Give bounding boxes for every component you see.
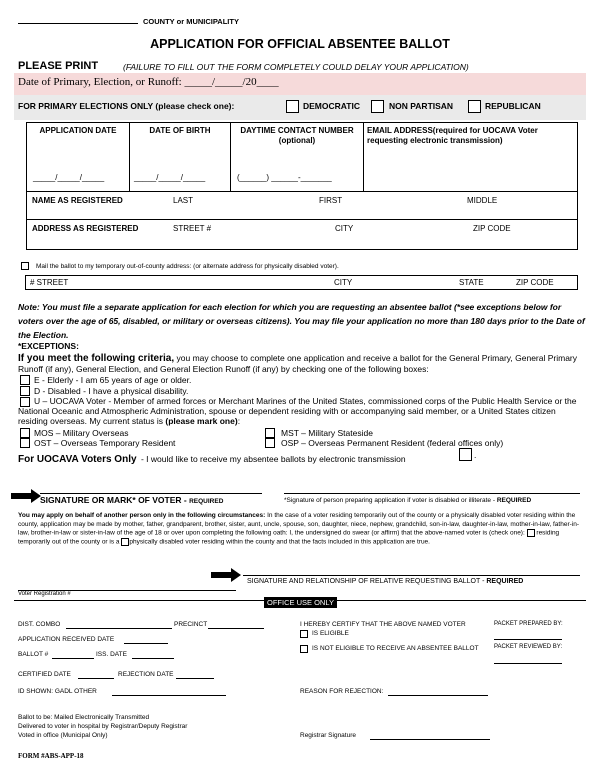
illiterate-required: REQUIRED: [496, 497, 532, 504]
temp-state-field[interactable]: STATE: [459, 278, 484, 287]
election-date-band: [14, 73, 586, 95]
last-name-field[interactable]: LAST: [173, 196, 194, 205]
illiterate-note: [284, 497, 531, 504]
zip-field[interactable]: ZIP CODE: [473, 224, 511, 233]
temp-address-label: Mail the ballot to my temporary out-of-county address: (or alternate address for physically disabled voter).: [36, 263, 339, 270]
dob-header: DATE OF BIRTH: [149, 126, 211, 135]
voter-signature-line[interactable]: [40, 480, 262, 494]
email-header: EMAIL ADDRESS(required for UOCAVA Voter requesting electronic transmission): [367, 126, 538, 145]
osp-checkbox[interactable]: [265, 438, 275, 448]
eligible-checkbox[interactable]: [300, 630, 308, 638]
voter-signature-required: REQUIRED: [189, 498, 224, 505]
email-field[interactable]: [367, 163, 573, 187]
elderly-checkbox[interactable]: [20, 375, 30, 385]
street-field[interactable]: STREET #: [173, 224, 212, 233]
certified-date-field[interactable]: [78, 670, 114, 679]
temp-street-field[interactable]: # STREET: [30, 278, 69, 287]
voter-signature-label: [40, 495, 223, 505]
application-date-header: APPLICATION DATE: [39, 126, 117, 135]
illiterate-text: *Signature of person preparing application if voter is disabled or illiterate -: [284, 497, 496, 504]
precinct-field[interactable]: [208, 620, 264, 629]
behalf-opt1: residing temporarily out of the county or is a: [18, 529, 560, 546]
disabled-checkbox[interactable]: [20, 386, 30, 396]
nonpartisan-checkbox[interactable]: [371, 100, 384, 113]
first-name-field[interactable]: FIRST: [319, 196, 343, 205]
criteria-body: you may choose to complete one application and receive a ballot for the General Primary, General Primary Runoff (if any), General Election, and General Election Runoff (if any) by checking one of the following boxes:: [18, 353, 578, 374]
eligible-label: IS ELIGIBLE: [312, 630, 349, 637]
mos-checkbox[interactable]: [20, 428, 30, 438]
voter-info-grid: [26, 122, 578, 250]
signature-arrow-icon: [11, 489, 41, 503]
rejection-date-field[interactable]: [176, 670, 214, 679]
democratic-checkbox[interactable]: [286, 100, 299, 113]
page-title: APPLICATION FOR OFFICIAL ABSENTEE BALLOT: [150, 37, 450, 51]
delivered-label: Delivered to voter in hospital by Registrar/Deputy Registrar: [18, 723, 188, 730]
application-date-field[interactable]: _____/_____/_____: [33, 173, 105, 182]
republican-label: REPUBLICAN: [485, 101, 541, 111]
electronic-label: - I would like to receive my absentee ballots by electronic transmission: [140, 454, 406, 464]
uocava-body: U – UOCAVA Voter - Member of armed forces or Merchant Marines of the United States, commissioned corps of the Public Health Service or the National Oceanic and Atmospheric Administration, spouse or dependent residing with or accompanying said member, or a United States citizen residing overseas. My current status is: [18, 396, 577, 426]
office-use-banner: OFFICE USE ONLY: [264, 597, 337, 608]
temp-city-field[interactable]: CITY: [334, 278, 353, 287]
certify-label: I HEREBY CERTIFY THAT THE ABOVE NAMED VOTER: [300, 621, 466, 628]
id-shown-label: ID SHOWN: GADL OTHER: [18, 688, 97, 695]
electronic-checkbox[interactable]: [459, 448, 472, 461]
electronic-period: .: [474, 450, 477, 460]
primary-label: FOR PRIMARY ELECTIONS ONLY (please check one):: [18, 101, 235, 111]
registrar-signature-field[interactable]: [370, 731, 490, 740]
criteria-text: [18, 353, 586, 374]
ballot-to-label: Ballot to be: Mailed Electronically Transmitted: [18, 714, 150, 721]
uocava-mark-one: (please mark one): [165, 416, 238, 426]
dob-field[interactable]: _____/_____/_____: [134, 173, 206, 182]
democratic-label: DEMOCRATIC: [303, 101, 360, 111]
phone-field[interactable]: (______) ______-_______: [237, 173, 332, 182]
dist-combo-field[interactable]: [66, 620, 172, 629]
primary-band: [14, 95, 586, 120]
mos-label: MOS – Military Overseas: [34, 428, 129, 438]
rejection-date-label: REJECTION DATE: [118, 671, 174, 678]
relative-signature-line[interactable]: [243, 562, 580, 576]
voted-label: Voted in office (Municipal Only): [18, 732, 108, 739]
ost-label: OST – Overseas Temporary Resident: [34, 438, 176, 448]
temp-zip-field[interactable]: ZIP CODE: [516, 278, 554, 287]
rejection-reason-label: REASON FOR REJECTION:: [300, 688, 384, 695]
ballot-to-block: [18, 713, 187, 740]
behalf-tail: voter residing within the county and that the facts included in this application are true.: [185, 538, 430, 546]
uocava-text: U – UOCAVA Voter - Member of armed forces or Merchant Marines of the United States, commissioned corps of the Public Health Service or the National Oceanic and Atmospheric Administration, spouse or dependent residing with or accompanying said member, or a United States citizen residing overseas. My current status is (please mark one):: [18, 396, 577, 426]
temp-address-checkbox[interactable]: [21, 262, 29, 270]
mst-checkbox[interactable]: [265, 428, 275, 438]
packet-reviewed-field[interactable]: [494, 656, 562, 664]
packet-prepared-label: PACKET PREPARED BY:: [494, 621, 563, 627]
packet-reviewed-label: PACKET REVIEWED BY:: [494, 644, 563, 650]
behalf-opt2: physically disabled: [129, 538, 184, 546]
disabled-label: D - Disabled - I have a physical disability.: [34, 386, 189, 396]
form-number: FORM #ABS-APP-18: [18, 752, 84, 760]
ballot-number-field[interactable]: [52, 650, 94, 659]
mst-label: MST – Military Stateside: [281, 428, 373, 438]
ost-checkbox[interactable]: [20, 438, 30, 448]
county-label: COUNTY or MUNICIPALITY: [143, 17, 239, 26]
electronic-row: [18, 449, 406, 467]
behalf-text: [18, 512, 584, 547]
city-field[interactable]: CITY: [335, 224, 354, 233]
osp-label: OSP – Overseas Permanent Resident (federal offices only): [281, 438, 504, 448]
temp-residing-checkbox[interactable]: [527, 529, 535, 537]
phone-header: DAYTIME CONTACT NUMBER (optional): [240, 126, 354, 145]
republican-checkbox[interactable]: [468, 100, 481, 113]
exceptions-label: *EXCEPTIONS:: [18, 341, 79, 351]
relative-arrow-icon: [211, 568, 241, 582]
ballot-number-label: BALLOT #: [18, 651, 49, 658]
relative-required: REQUIRED: [486, 578, 524, 585]
dist-combo-label: DIST. COMBO: [18, 621, 61, 628]
electronic-bold: For UOCAVA Voters Only: [18, 454, 137, 465]
iss-date-field[interactable]: [132, 650, 174, 659]
middle-name-field[interactable]: MIDDLE: [467, 196, 498, 205]
behalf-bold: You may apply on behalf of another person only in the following circumstances:: [18, 512, 266, 519]
rejection-reason-field[interactable]: [388, 687, 488, 696]
voter-registration-label: Voter Registration #: [18, 591, 71, 597]
registrar-signature-label: Registrar Signature: [300, 732, 356, 739]
relative-label: [247, 578, 523, 585]
address-label: ADDRESS AS REGISTERED: [32, 224, 139, 233]
precinct-label: PRECINCT: [174, 621, 208, 628]
please-print-label: PLEASE PRINT: [18, 60, 99, 72]
election-date-field[interactable]: Date of Primary, Election, or Runoff: _____/_____/20____: [18, 76, 279, 88]
behalf-body: In the case of a voter residing temporarily out of the county or a physically disabled voter residing within the county, application may be made by mother, father, grandparent, brother, sister, aunt, uncle, spouse, son, daughter, niece, nephew, grandchild, son-in-law, daughter-in-law, mother-in-law, father-in-law, brother-in-law or sister-in-law of the age of 18 or over upon completing the following oath: I, the undersigned do swear (or affirm) that the above-named voter is (check one):: [18, 512, 580, 537]
received-label: APPLICATION RECEIVED DATE: [18, 636, 115, 643]
failure-warning: (FAILURE TO FILL OUT THE FORM COMPLETELY COULD DELAY YOUR APPLICATION): [123, 62, 469, 72]
not-eligible-checkbox[interactable]: [300, 645, 308, 653]
iss-date-label: ISS. DATE: [96, 651, 127, 658]
name-label: NAME AS REGISTERED: [32, 196, 123, 205]
note-text: Note: You must file a separate application for each election for which you are requesting an absentee ballot (*see exceptions below for voters over the age of 65, disabled, or military or overseas citizens). You may file your application no more than 180 days prior to the Date of the Election.: [18, 302, 585, 340]
received-field[interactable]: [124, 635, 168, 644]
nonpartisan-label: NON PARTISAN: [389, 101, 454, 111]
relative-text: SIGNATURE AND RELATIONSHIP OF RELATIVE REQUESTING BALLOT -: [247, 578, 485, 585]
certified-date-label: CERTIFIED DATE: [18, 671, 71, 678]
elderly-label: E - Elderly - I am 65 years of age or older.: [34, 375, 192, 385]
id-other-field[interactable]: [112, 687, 226, 696]
preparer-signature-line[interactable]: [284, 480, 580, 494]
criteria-lead: If you meet the following criteria,: [18, 353, 175, 364]
temp-address-row: [25, 275, 578, 290]
not-eligible-label: IS NOT ELIGIBLE TO RECEIVE AN ABSENTEE BALLOT: [312, 645, 479, 652]
county-line[interactable]: [18, 14, 138, 24]
voter-signature-text: SIGNATURE OR MARK* OF VOTER -: [40, 495, 187, 505]
packet-prepared-field[interactable]: [494, 632, 562, 640]
